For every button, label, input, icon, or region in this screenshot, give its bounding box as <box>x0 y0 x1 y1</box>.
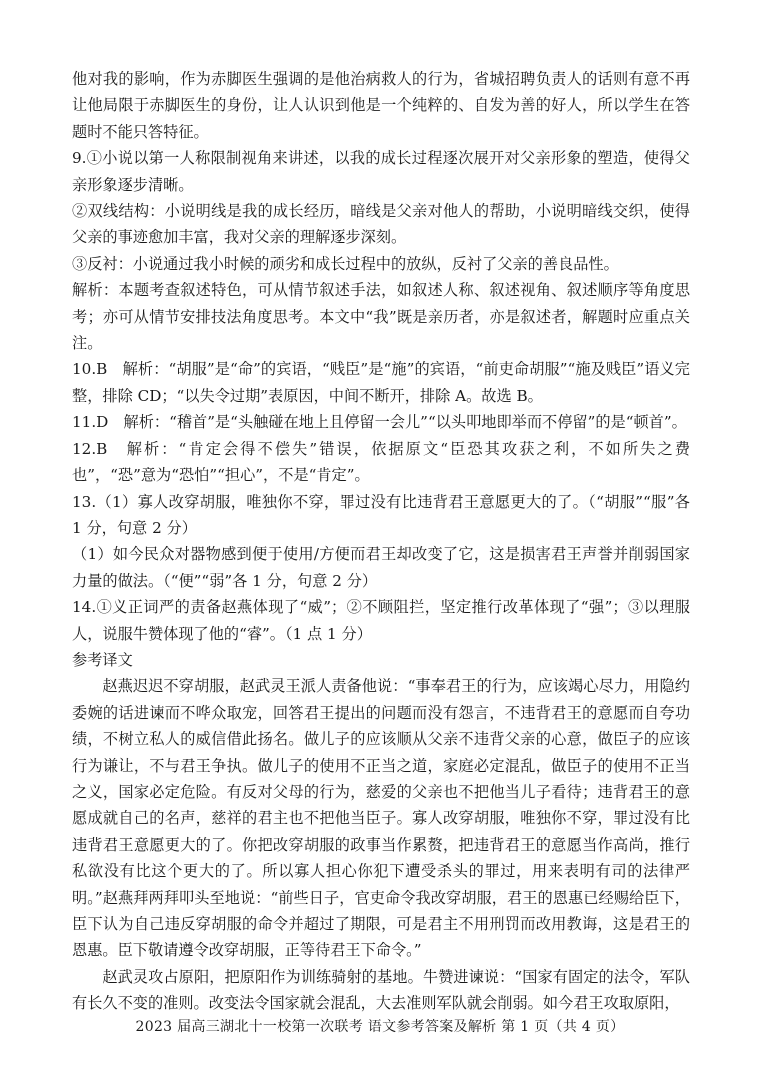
translation-heading: 参考译文 <box>72 650 133 669</box>
answer-9-3: ③反衬：小说通过我小时候的顽劣和成长过程中的放纵，反衬了父亲的善良品性。 <box>72 254 619 273</box>
document-body <box>72 66 690 1017</box>
answer-13-1: 13.（1）寡人改穿胡服，唯独你不穿，罪过没有比违背君王意愿更大的了。（“胡服”“服”各 1 分，句意 2 分） <box>72 492 690 537</box>
translation-paragraph-2: 赵武灵攻占原阳，把原阳作为训练骑射的基地。牛赞进谏说：“国家有固定的法令，军队有长久不变的准则。改变法令国家就会混乱，大去准则军队就会削弱。如今君王攻取原阳， <box>72 967 690 1013</box>
analysis-9: 解析：本题考查叙述特色，可从情节叙述手法，如叙述人称、叙述视角、叙述顺序等角度思考；亦可从情节安排技法角度思考。本文中“我”既是亲历者，亦是叙述者，解题时应重点关注。 <box>72 281 690 353</box>
answer-9-1: 9.①小说以第一人称限制视角来讲述，以我的成长过程逐次展开对父亲形象的塑造，使得父亲形象逐步清晰。 <box>72 149 690 194</box>
answer-9-2: ②双线结构：小说明线是我的成长经历，暗线是父亲对他人的帮助，小说明暗线交织，使得父亲的事迹愈加丰富，我对父亲的理解逐步深刻。 <box>72 202 690 247</box>
paragraph-1: 他对我的影响，作为赤脚医生强调的是他治病救人的行为，省城招聘负责人的话则有意不再让他局限于赤脚医生的身份，让人认识到他是一个纯粹的、自发为善的好人，所以学生在答题时不能只答特征。 <box>72 70 690 141</box>
page-footer: 2023 届高三湖北十一校第一次联考 语文参考答案及解析 第 1 页（共 4 页） <box>135 1019 625 1035</box>
translation-paragraph-1: 赵燕迟迟不穿胡服，赵武灵王派人责备他说：“事奉君王的行为，应该竭心尽力，用隐约委婉的话进谏而不哗众取宠，回答君王提出的问题而没有怨言，不违背君王的意愿而自夸功绩，不树立私人的威信借此扬名。做儿子的应该顺从父亲不违背父亲的心意，做臣子的应该行为谦让，不与君王争执。做儿子的使用不正当之道，家庭必定混乱，做臣子的使用不正当之义，国家必定危险。有反对父母的行为，慈爱的父亲也不把他当儿子看待；违背君王的意愿成就自己的名声，慈祥的君主也不把他当臣子。寡人改穿胡服，唯独你不穿，罪过没有比违背君王意愿更大的了。你把改穿胡服的政事当作累赘，把违背君王的意愿当作高尚，推行私欲没有比这个更大的了。所以寡人担心你犯下遭受杀头的罪过，用来表明有司的法律严明。”赵燕拜两拜叩头至地说：“前些日子，官吏命令我改穿胡服，君王的恩惠已经赐给臣下，臣下认为自己违反穿胡服的命令并超过了期限，可是君主不用刑罚而改用教诲，这是君王的恩惠。臣下敬请遵令改穿胡服，正等待君王下命令。” <box>72 677 690 960</box>
answer-10: 10.B 解析：“胡服”是“命”的宾语，“贱臣”是“施”的宾语，“前吏命胡服”“施及贱臣”语义完整，排除 CD；“以失令过期”表原因，中间不断开，排除 A。故选 B。 <box>72 360 690 405</box>
answer-14: 14.①义正词严的责备赵燕体现了“威”；②不顾阻拦，坚定推行改革体现了“强”；③以理服人，说服牛赞体现了他的“睿”。（1 点 1 分） <box>72 598 690 643</box>
answer-11: 11.D 解析：“稽首”是“头触碰在地上且停留一会儿”“以头叩地即举而不停留”的是“顿首”。 <box>72 413 687 432</box>
answer-12: 12.B 解析：“肯定会得不偿失”错误，依据原文“臣恐其攻获之利，不如所失之费也”，“恐”意为“恐怕”“担心”，不是“肯定”。 <box>72 439 690 485</box>
answer-13-2: （1）如今民众对器物感到便于使用/方便而君王却改变了它，这是损害君王声誉并削弱国家力量的做法。（“便”“弱”各 1 分，句意 2 分） <box>72 545 690 590</box>
